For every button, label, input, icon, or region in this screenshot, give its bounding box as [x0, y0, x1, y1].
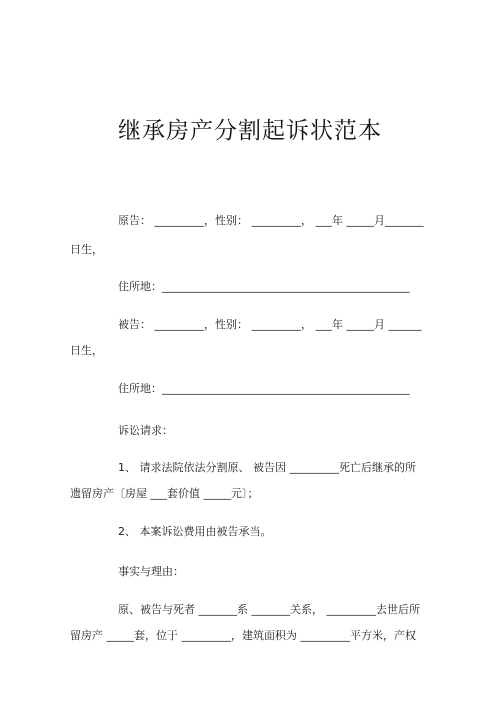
claims-heading: 诉讼请求： — [118, 424, 173, 437]
claim-1-line-2: 遗留房产〔房屋 ___套价值 _____元〕； — [70, 487, 259, 500]
plaintiff-line: 原告： _________，性别： _________， ___年 _____月_______ — [118, 214, 424, 227]
document-title: 继承房产分割起诉状范本 — [118, 118, 382, 144]
facts-line-1: 原、被告与死者 _______系 _______关系， _________去世后所 — [118, 603, 420, 616]
plaintiff-birth-line: 日生， — [70, 243, 103, 256]
claim-1-line-1: 1、 请求法院依法分割原、 被告因 _________死亡后继承的所 — [118, 461, 416, 474]
defendant-line: 被告： _________，性别： _________， ___年 _____月 ______ — [118, 318, 422, 331]
defendant-birth-line: 日生， — [70, 344, 103, 357]
facts-heading: 事实与理由： — [118, 565, 184, 578]
claim-2-line: 2、 本案诉讼费用由被告承当。 — [118, 525, 272, 538]
defendant-address-line: 住所地：_____________________________________________ — [118, 382, 410, 395]
facts-line-2: 留房产 _____套，位于 _________，建筑面积为 _________平方米，产权 — [70, 629, 416, 642]
plaintiff-address-line: 住所地：_____________________________________________ — [118, 280, 410, 293]
